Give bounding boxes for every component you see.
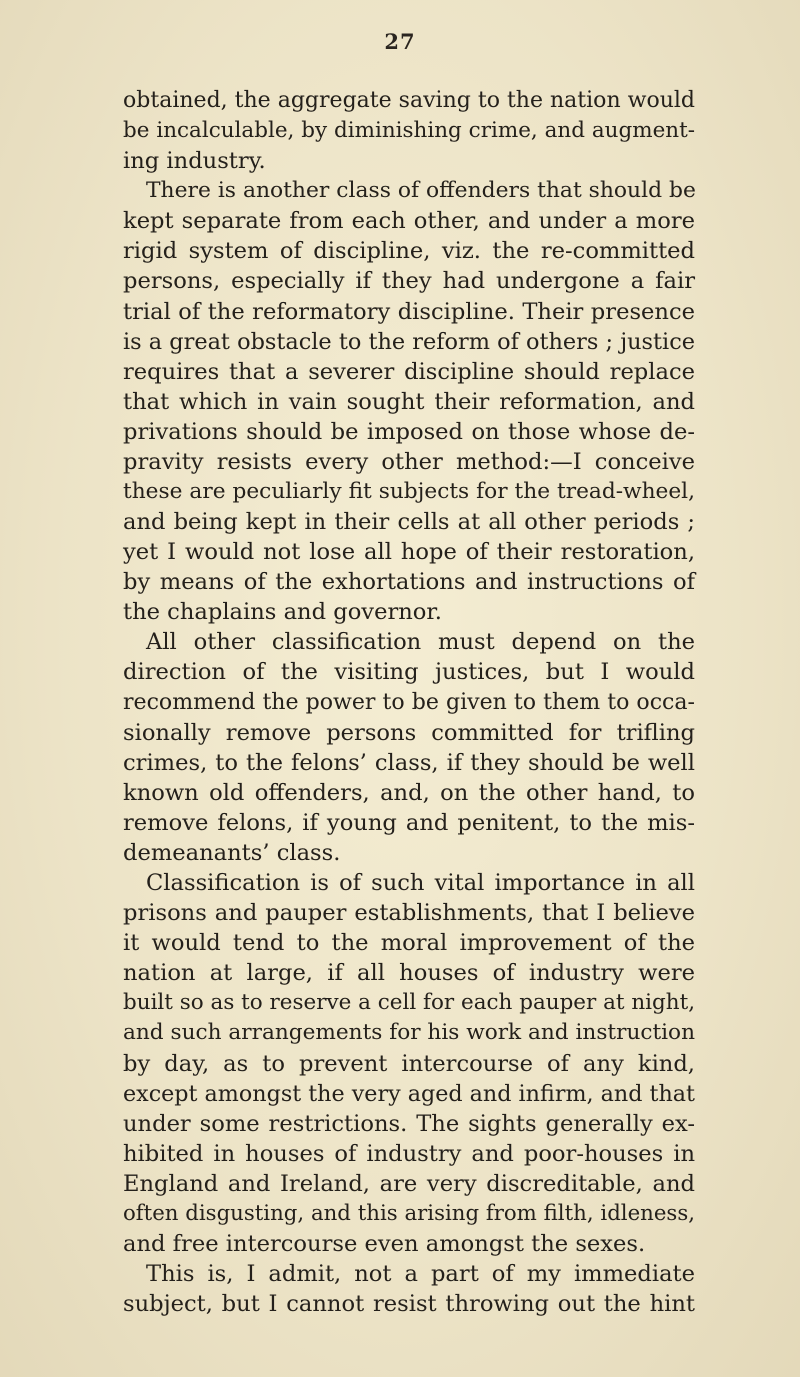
text-line: rigid system of discipline, viz. the re-committed — [123, 238, 695, 265]
text-line: obtained, the aggregate saving to the nation would — [123, 88, 696, 113]
text-line: it would tend to the moral improvement of the — [123, 930, 695, 957]
text-line: and free intercourse even amongst the sexes. — [123, 1230, 646, 1257]
text-line: under some restrictions. The sights generally ex- — [123, 1110, 695, 1137]
text-line: pravity resists every other method:—I conceive — [123, 448, 695, 475]
text-line: by day, as to prevent intercourse of any kind, — [123, 1050, 695, 1077]
text-line: recommend the power to be given to them to occa- — [123, 689, 695, 715]
body-text — [123, 86, 695, 1319]
text-line: and such arrangements for his work and instruction — [123, 1020, 695, 1046]
text-line: subject, but I cannot resist throwing out the hint — [123, 1291, 695, 1318]
text-line: Classification is of such vital importance in all — [146, 870, 695, 897]
text-line: All other classification must depend on the — [146, 629, 695, 656]
text-line: This is, I admit, not a part of my immediate — [146, 1261, 695, 1288]
text-line: trial of the reformatory discipline. Their presence — [123, 298, 695, 325]
text-line: and being kept in their cells at all other periods ; — [123, 509, 695, 536]
text-line: that which in vain sought their reformation, and — [123, 388, 695, 415]
text-line: is a great obstacle to the reform of others ; justice — [123, 328, 695, 355]
text-line: England and Ireland, are very discreditable, and — [123, 1170, 695, 1197]
text-line: nation at large, if all houses of industry were — [123, 960, 695, 987]
text-line: requires that a severer discipline should replace — [123, 358, 695, 385]
text-line: privations should be imposed on those whose de- — [123, 418, 695, 445]
text-line: known old offenders, and, on the other hand, to — [123, 779, 695, 806]
text-line: prisons and pauper establishments, that I believe — [123, 900, 695, 927]
text-line: sionally remove persons committed for trifling — [123, 719, 695, 746]
page-number: 27 — [384, 29, 416, 54]
text-line: ing industry. — [123, 148, 266, 175]
text-line: these are peculiarly fit subjects for the tread-wheel, — [123, 479, 695, 505]
text-line: be incalculable, by diminishing crime, and augment- — [123, 118, 695, 144]
text-line: kept separate from each other, and under a more — [123, 208, 695, 235]
text-line: except amongst the very aged and infirm, and that — [123, 1080, 695, 1107]
text-line: persons, especially if they had undergone a fair — [123, 268, 695, 295]
text-line: by means of the exhortations and instructions of — [123, 569, 695, 596]
text-line: demeanants’ class. — [123, 839, 341, 866]
text-line: the chaplains and governor. — [123, 599, 442, 626]
text-line: crimes, to the felons’ class, if they should be well — [123, 749, 695, 776]
text-line: remove felons, if young and penitent, to the mis- — [123, 809, 695, 836]
text-line: often disgusting, and this arising from filth, idleness, — [123, 1200, 695, 1226]
text-line: built so as to reserve a cell for each pauper at night, — [123, 990, 696, 1016]
text-line: hibited in houses of industry and poor-houses in — [123, 1140, 695, 1167]
text-line: direction of the visiting justices, but I would — [123, 659, 695, 686]
text-line: yet I would not lose all hope of their restoration, — [123, 539, 695, 566]
text-line: There is another class of offenders that should be — [146, 178, 696, 204]
